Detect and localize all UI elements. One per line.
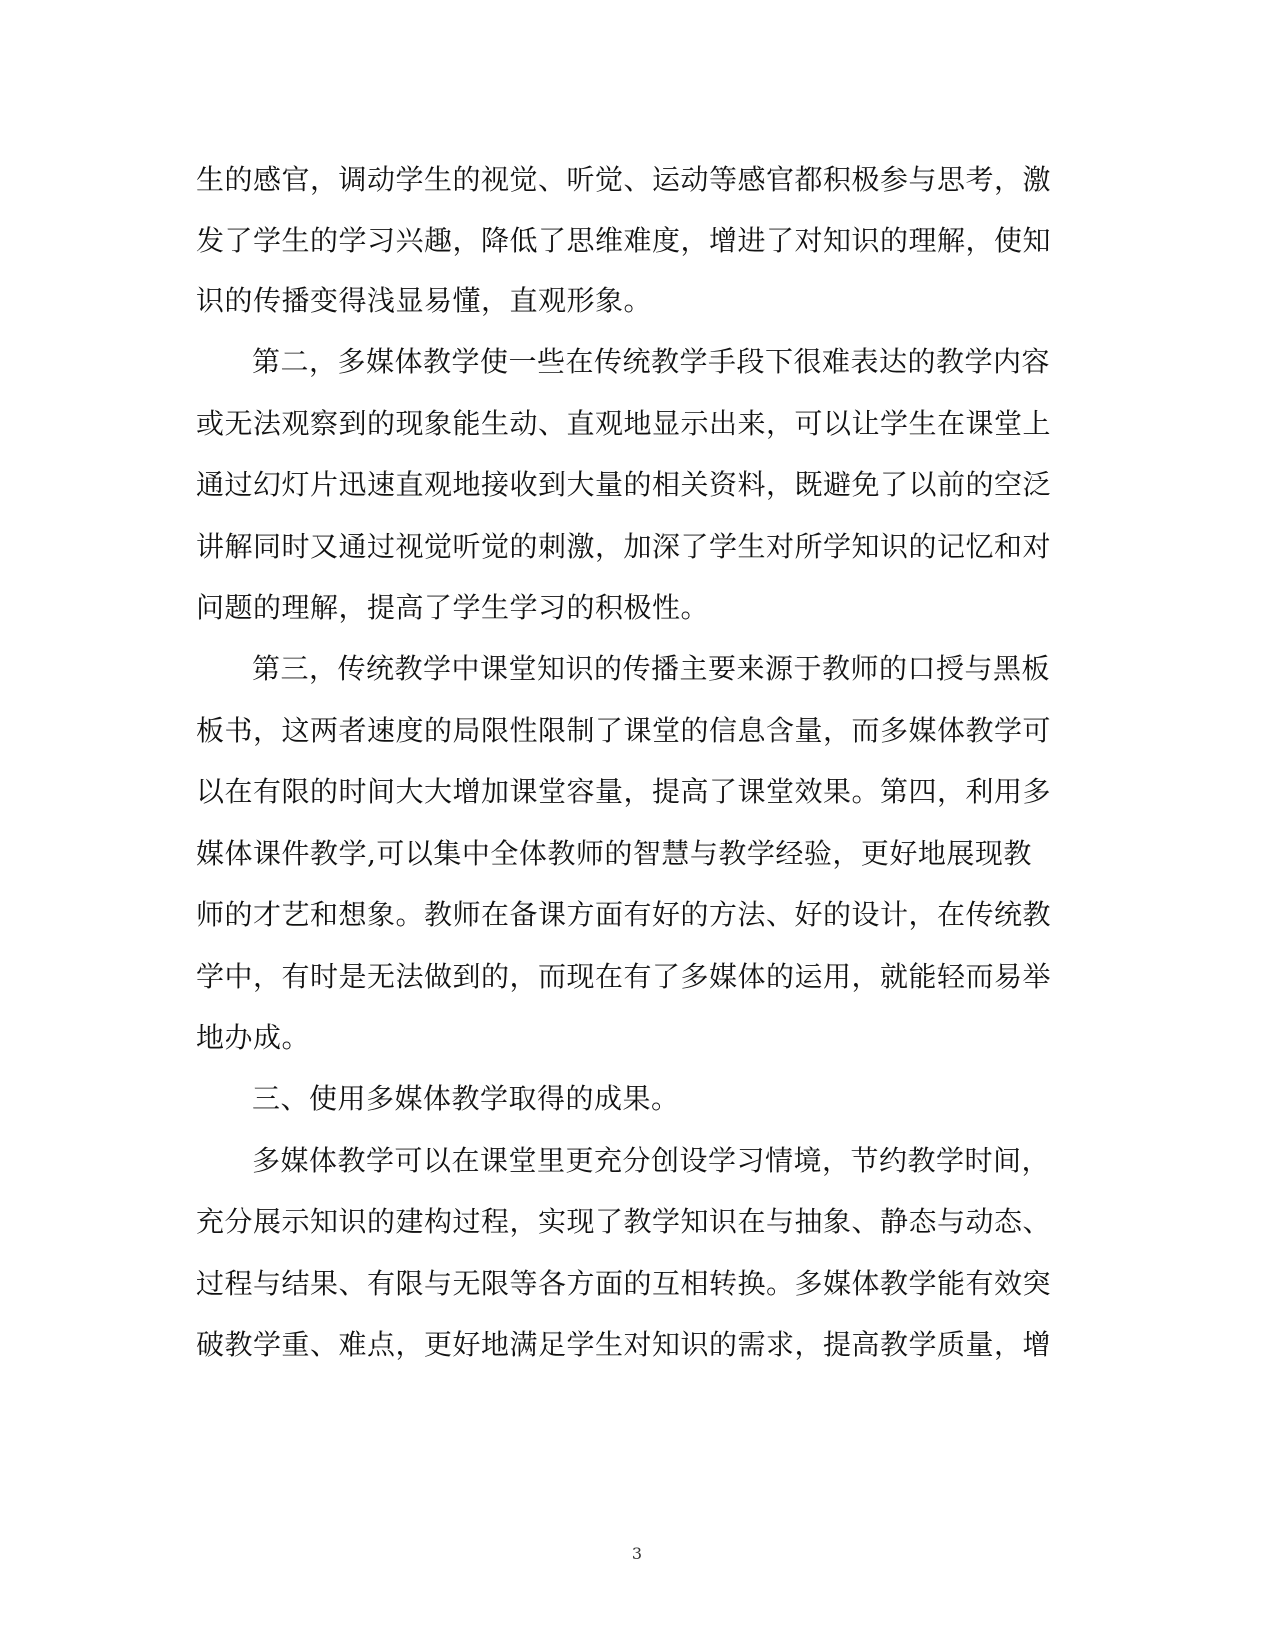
- body-text-line: 破教学重、难点，更好地满足学生对知识的需求，提高教学质量，增: [196, 1328, 1052, 1361]
- body-text-line: 板书，这两者速度的局限性限制了课堂的信息含量，而多媒体教学可: [196, 714, 1052, 747]
- body-text-line: 生的感官，调动学生的视觉、听觉、运动等感官都积极参与思考，激: [196, 163, 1052, 196]
- body-text-line: 以在有限的时间大大增加课堂容量，提高了课堂效果。第四，利用多: [196, 775, 1052, 808]
- body-text-line: 讲解同时又通过视觉听觉的刺激，加深了学生对所学知识的记忆和对: [196, 530, 1052, 563]
- section-heading: 三、使用多媒体教学取得的成果。: [252, 1082, 680, 1115]
- body-text-line: 地办成。: [196, 1021, 311, 1054]
- paragraph-start-line: 第二，多媒体教学使一些在传统教学手段下很难表达的教学内容: [252, 345, 1051, 378]
- body-text-line: 或无法观察到的现象能生动、直观地显示出来，可以让学生在课堂上: [196, 407, 1052, 440]
- body-text-line: 师的才艺和想象。教师在备课方面有好的方法、好的设计，在传统教: [196, 898, 1052, 931]
- body-text-line: 学中，有时是无法做到的，而现在有了多媒体的运用，就能轻而易举: [196, 960, 1052, 993]
- body-text-line: 媒体课件教学,可以集中全体教师的智慧与教学经验，更好地展现教: [196, 837, 1032, 870]
- body-text-line: 发了学生的学习兴趣，降低了思维难度，增进了对知识的理解，使知: [196, 224, 1052, 257]
- body-text-line: 过程与结果、有限与无限等各方面的互相转换。多媒体教学能有效突: [196, 1267, 1052, 1300]
- paragraph-start-line: 第三，传统教学中课堂知识的传播主要来源于教师的口授与黑板: [252, 652, 1051, 685]
- page-number: 3: [631, 1544, 643, 1563]
- body-text-line: 问题的理解，提高了学生学习的积极性。: [196, 591, 710, 624]
- body-text-line: 识的传播变得浅显易懂，直观形象。: [196, 284, 653, 317]
- paragraph-start-line: 多媒体教学可以在课堂里更充分创设学习情境，节约教学时间，: [252, 1144, 1051, 1177]
- body-text-line: 通过幻灯片迅速直观地接收到大量的相关资料，既避免了以前的空泛: [196, 468, 1052, 501]
- body-text-line: 充分展示知识的建构过程，实现了教学知识在与抽象、静态与动态、: [196, 1205, 1052, 1238]
